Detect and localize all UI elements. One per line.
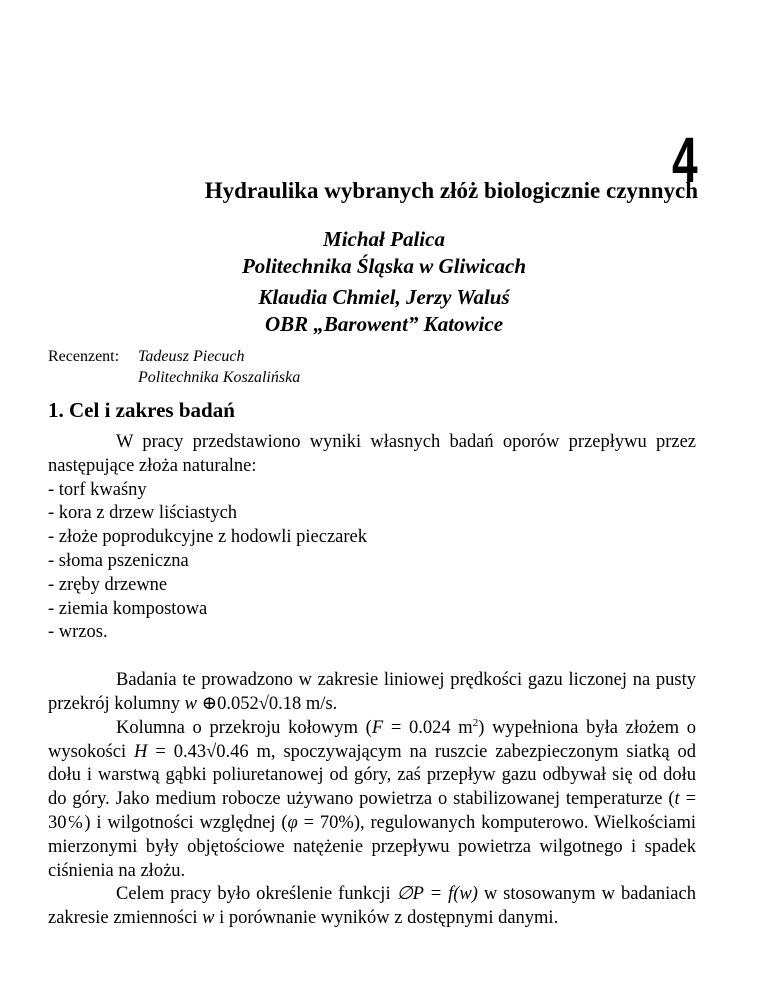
chapter-title: Hydraulika wybranych złóż biologicznie czynnych (204, 178, 698, 203)
author-affiliation: OBR „Barowent” Katowice (264, 312, 504, 336)
author-block-1 (0, 226, 768, 280)
section-body (48, 431, 696, 931)
author-block-2 (0, 284, 768, 338)
paragraph-column-description: Kolumna o przekroju kołowym (F = 0.024 $m^2$) wypełniona była złożem o wysokości H = 0.43√0.46 m, spoczywającym na ruszcie zabezpieczonym siatką od dołu i warstwą gąbki poliuretanowej od góry, zaś przepływ gazu odbywał się od dołu do góry. Jako medium robocze używano powietrza o stabilizowanej temperaturze (t = 30℅) i wilgotności względnej (φ = 70%), regulowanych komputerowo. Wielkościami mierzonymi były objętościowe natężenie przepływu powietrza wilgotnego i spadek ciśnienia na złożu. (48, 716, 696, 881)
list-item: - torf kwaśny (48, 479, 147, 500)
intro-paragraph: W pracy przedstawiono wyniki własnych badań oporów przepływu przez następujące złoża naturalne: (48, 432, 696, 476)
paragraph-aim: Celem pracy było określenie funkcji ∅P = f(w) w stosowanym w badaniach zakresie zmienności w i porównanie wyników z dostępnymi danymi. (48, 884, 696, 929)
list-item: - zręby drzewne (48, 574, 168, 595)
list-item: - słoma pszeniczna (48, 550, 189, 571)
section-heading: 1. Cel i zakres badań (48, 398, 235, 422)
paragraph-velocity-range: Badania te prowadzono w zakresie liniowej prędkości gazu liczonej na pusty przekrój kolumny w ⊕0.052√0.18 m/s. (48, 670, 696, 714)
author-names: Klaudia Chmiel, Jerzy Waluś (258, 285, 510, 309)
list-item: - wrzos. (48, 622, 108, 643)
chapter-number: 4 (672, 124, 698, 196)
list-item: - kora z drzew liściastych (48, 503, 238, 524)
bed-list (48, 479, 696, 646)
reviewer-label: Recenzent: (48, 348, 120, 365)
author-affiliation: Politechnika Śląska w Gliwicach (241, 254, 527, 278)
author-names: Michał Palica (323, 227, 445, 251)
reviewer-name: Tadeusz Piecuch (138, 348, 245, 365)
reviewer-block (48, 346, 300, 388)
list-item: - ziemia kompostowa (48, 598, 208, 619)
list-item: - złoże poprodukcyjne z hodowli pieczarek (48, 527, 367, 548)
reviewer-affiliation: Politechnika Koszalińska (138, 369, 301, 386)
